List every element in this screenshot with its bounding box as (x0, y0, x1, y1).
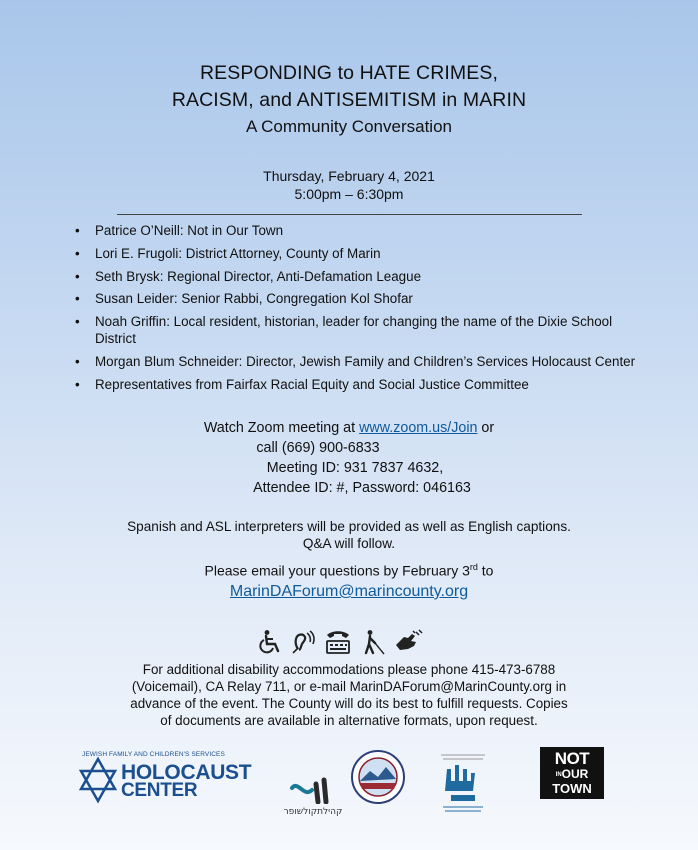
email-prompt (0, 559, 698, 580)
wheelchair-icon (258, 629, 282, 655)
tty-icon (324, 629, 352, 655)
speaker-item: • Susan Leider: Senior Rabbi, Congregation Kol Shofar (72, 290, 642, 307)
zoom-watch-prefix: Watch Zoom meeting at (203, 420, 360, 436)
niot-town: TOWN (552, 781, 592, 796)
zoom-watch-line (0, 418, 698, 438)
niot-in: IN (555, 771, 562, 778)
county-seal-icon (350, 749, 406, 805)
center-word: CENTER (121, 780, 198, 801)
accommodation-line-4: of documents are available in alternative formats, upon request. (160, 713, 538, 728)
niot-our: OUR (561, 767, 589, 781)
title-line-2: RACISM, and ANTISEMITISM in MARIN (171, 89, 527, 111)
email-prompt-suffix: to (477, 562, 494, 579)
divider (117, 214, 582, 215)
speaker-item: • Noah Griffin: Local resident, historian, leader for changing the name of the Dixie School District (72, 313, 642, 347)
kol-shofar-logo (268, 776, 358, 824)
zoom-attendee: Attendee ID: #, Password: 046163 (253, 480, 471, 496)
forum-email (0, 583, 698, 601)
holocaust-org-name: JEWISH FAMILY AND CHILDREN'S SERVICES (82, 751, 225, 758)
sign-language-icon (394, 629, 424, 655)
zoom-watch-suffix: or (477, 420, 495, 436)
not-in-our-town-logo (540, 747, 604, 799)
forum-email-link[interactable]: MarinDAForum@marincounty.org (229, 583, 469, 600)
interpreters-line-1: Spanish and ASL interpreters will be provided as well as English captions. (127, 519, 571, 534)
accommodation-line-1: For additional disability accommodations please phone 415-473-6788 (142, 662, 556, 677)
email-prompt-sup: rd (469, 562, 478, 572)
speaker-item: • Seth Brysk: Regional Director, Anti-Defamation League (72, 268, 642, 285)
speaker-item: • Lori E. Frugoli: District Attorney, County of Marin (72, 245, 642, 262)
holocaust-center-logo (78, 751, 253, 811)
niot-in-our (540, 767, 604, 782)
speaker-list (72, 222, 642, 399)
shofar-icon (288, 776, 336, 804)
accommodation-line-3: advance of the event. The County will do its best to fulfill requests. Copies (130, 696, 568, 711)
accommodation-line-2: (Voicemail), CA Relay 711, or e-mail MarinDAForum@MarinCounty.org in (131, 679, 567, 694)
holocaust-word: HOLOCAUST (121, 761, 252, 784)
speaker-item: • Representatives from Fairfax Racial Equity and Social Justice Committee (72, 376, 642, 393)
adl-logo (433, 751, 493, 821)
kol-shofar-text: קהילתקולשופר (283, 807, 343, 817)
blind-cane-icon (360, 629, 386, 655)
zoom-call: call (669) 900-6833 (256, 440, 380, 456)
email-prompt-text: Please email your questions by February 3 (204, 562, 470, 579)
subtitle: A Community Conversation (246, 117, 452, 136)
star-of-david-icon (78, 757, 118, 809)
event-time: 5:00pm – 6:30pm (294, 186, 404, 202)
zoom-meeting-id: Meeting ID: 931 7837 4632, (266, 460, 444, 476)
zoom-info (0, 418, 698, 498)
event-date: Thursday, February 4, 2021 (263, 168, 435, 184)
interpreters-line-2: Q&A will follow. (302, 536, 396, 551)
speaker-item: • Patrice O’Neill: Not in Our Town (72, 222, 642, 239)
county-seal-logo (350, 749, 406, 805)
hearing-assist-icon (290, 629, 316, 655)
zoom-link[interactable]: www.zoom.us/Join (359, 420, 478, 436)
accessibility-icons (258, 627, 438, 657)
speaker-item: • Morgan Blum Schneider: Director, Jewish Family and Children’s Services Holocaust Center (72, 353, 642, 370)
adl-emblem-icon (433, 751, 493, 821)
title-line-1: RESPONDING to HATE CRIMES, (199, 62, 499, 84)
niot-not: NOT (554, 749, 590, 768)
